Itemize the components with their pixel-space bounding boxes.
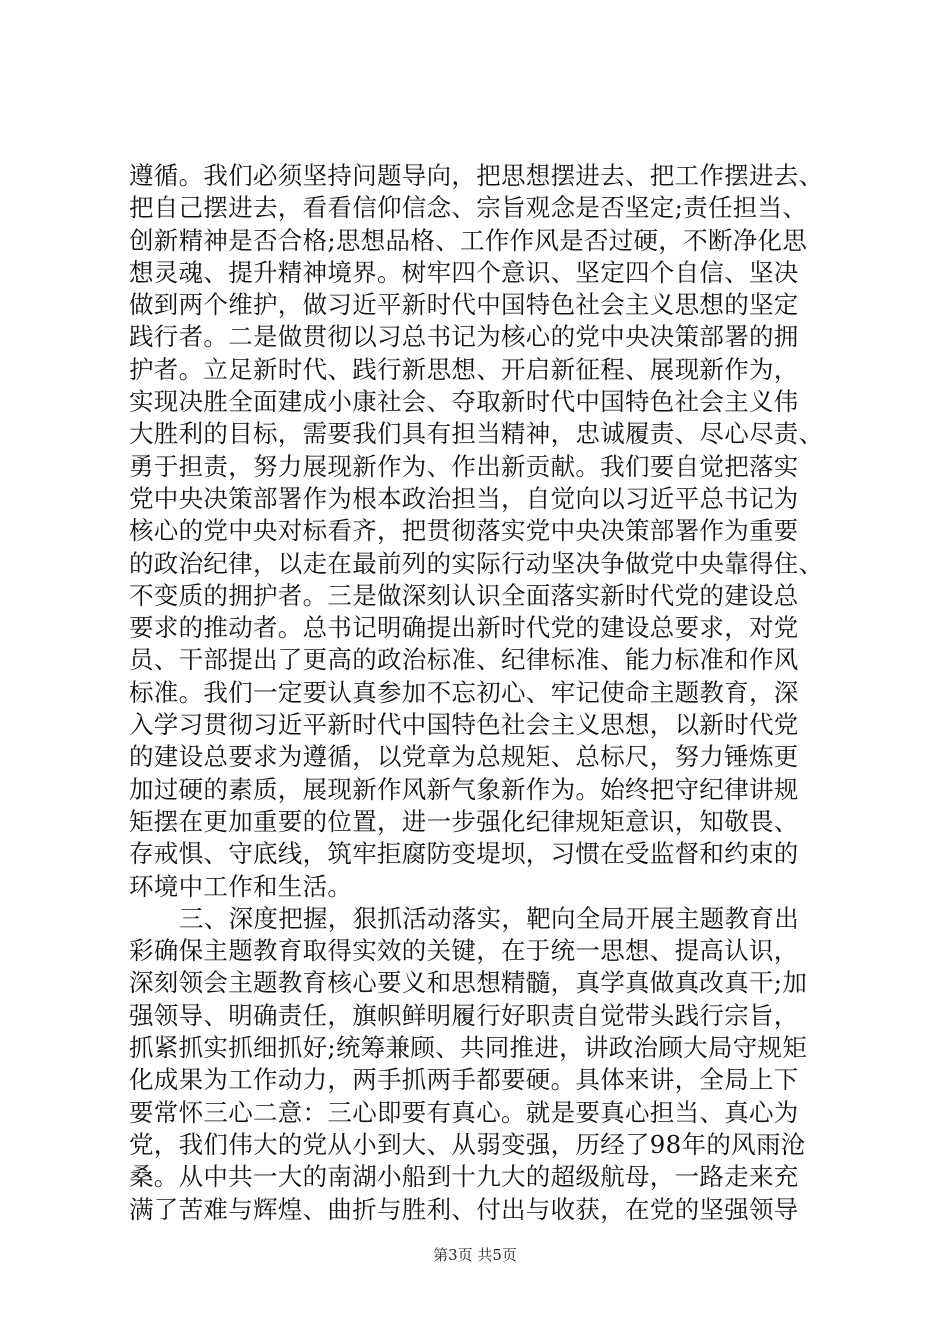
- body-text-line: 做到两个维护，做习近平新时代中国特色社会主义思想的坚定: [129, 290, 799, 320]
- body-text-line: 大胜利的目标，需要我们具有担当精神，忠诚履责、尽心尽责、: [129, 419, 824, 449]
- document-body: [129, 160, 849, 1226]
- body-text-line: 不变质的拥护者。三是做深刻认识全面落实新时代党的建设总: [129, 580, 799, 610]
- body-text-line: 矩摆在更加重要的位置，进一步强化纪律规矩意识，知敬畏、: [129, 806, 799, 836]
- page-number-footer: 第3页 共5页: [433, 1246, 517, 1264]
- body-text-line: 实现决胜全面建成小康社会、夺取新时代中国特色社会主义伟: [129, 387, 799, 417]
- body-text-line: 存戒惧、守底线，筑牢拒腐防变堤坝，习惯在受监督和约束的: [129, 839, 799, 869]
- body-text-line: 把自己摆进去，看看信仰信念、宗旨观念是否坚定;责任担当、: [129, 193, 808, 223]
- body-text-line: 勇于担责，努力展现新作为、作出新贡献。我们要自觉把落实: [129, 451, 799, 481]
- body-text-line: 核心的党中央对标看齐，把贯彻落实党中央决策部署作为重要: [129, 516, 799, 546]
- body-text-line: 化成果为工作动力，两手抓两手都要硬。具体来讲，全局上下: [129, 1065, 799, 1095]
- section-heading-line: 三、深度把握，狠抓活动落实，靶向全局开展主题教育出: [179, 903, 799, 933]
- body-text-line: 环境中工作和生活。: [129, 871, 353, 901]
- body-text-line: 想灵魂、提升精神境界。树牢四个意识、坚定四个自信、坚决: [129, 257, 799, 287]
- body-text-line: 的政治纪律，以走在最前列的实际行动坚决争做党中央靠得住、: [129, 548, 824, 578]
- body-text-line: 加过硬的素质，展现新作风新气象新作为。始终把守纪律讲规: [129, 774, 799, 804]
- body-text-line: 深刻领会主题教育核心要义和思想精髓，真学真做真改真干;加: [129, 968, 808, 998]
- body-text-line: 抓紧抓实抓细抓好;统筹兼顾、共同推进，讲政治顾大局守规矩: [129, 1033, 808, 1063]
- body-text-line: 标准。我们一定要认真参加不忘初心、牢记使命主题教育，深: [129, 677, 799, 707]
- body-text-line: 要常怀三心二意：三心即要有真心。就是要真心担当、真心为: [129, 1097, 799, 1127]
- body-text-line: 员、干部提出了更高的政治标准、纪律标准、能力标准和作风: [129, 645, 799, 675]
- body-text-line: 强领导、明确责任，旗帜鲜明履行好职责自觉带头践行宗旨，: [129, 1000, 799, 1030]
- body-text-line: 入学习贯彻习近平新时代中国特色社会主义思想，以新时代党: [129, 710, 799, 740]
- body-text-line: 践行者。二是做贯彻以习总书记为核心的党中央决策部署的拥: [129, 322, 799, 352]
- body-text-line: 满了苦难与辉煌、曲折与胜利、付出与收获，在党的坚强领导: [129, 1194, 799, 1224]
- body-text-line: 彩确保主题教育取得实效的关键，在于统一思想、提高认识，: [129, 936, 799, 966]
- body-text-line: 护者。立足新时代、践行新思想、开启新征程、展现新作为，: [129, 354, 799, 384]
- body-text-line: 党，我们伟大的党从小到大、从弱变强，历经了98年的风雨沧: [129, 1129, 806, 1159]
- body-text-line: 党中央决策部署作为根本政治担当，自觉向以习近平总书记为: [129, 483, 799, 513]
- body-text-line: 创新精神是否合格;思想品格、工作作风是否过硬，不断净化思: [129, 225, 808, 255]
- body-text-line: 桑。从中共一大的南湖小船到十九大的超级航母，一路走来充: [129, 1162, 799, 1192]
- body-text-line: 要求的推动者。总书记明确提出新时代党的建设总要求，对党: [129, 613, 799, 643]
- body-text-line: 的建设总要求为遵循，以党章为总规矩、总标尺，努力锤炼更: [129, 742, 799, 772]
- body-text-line: 遵循。我们必须坚持问题导向，把思想摆进去、把工作摆进去、: [129, 161, 824, 190]
